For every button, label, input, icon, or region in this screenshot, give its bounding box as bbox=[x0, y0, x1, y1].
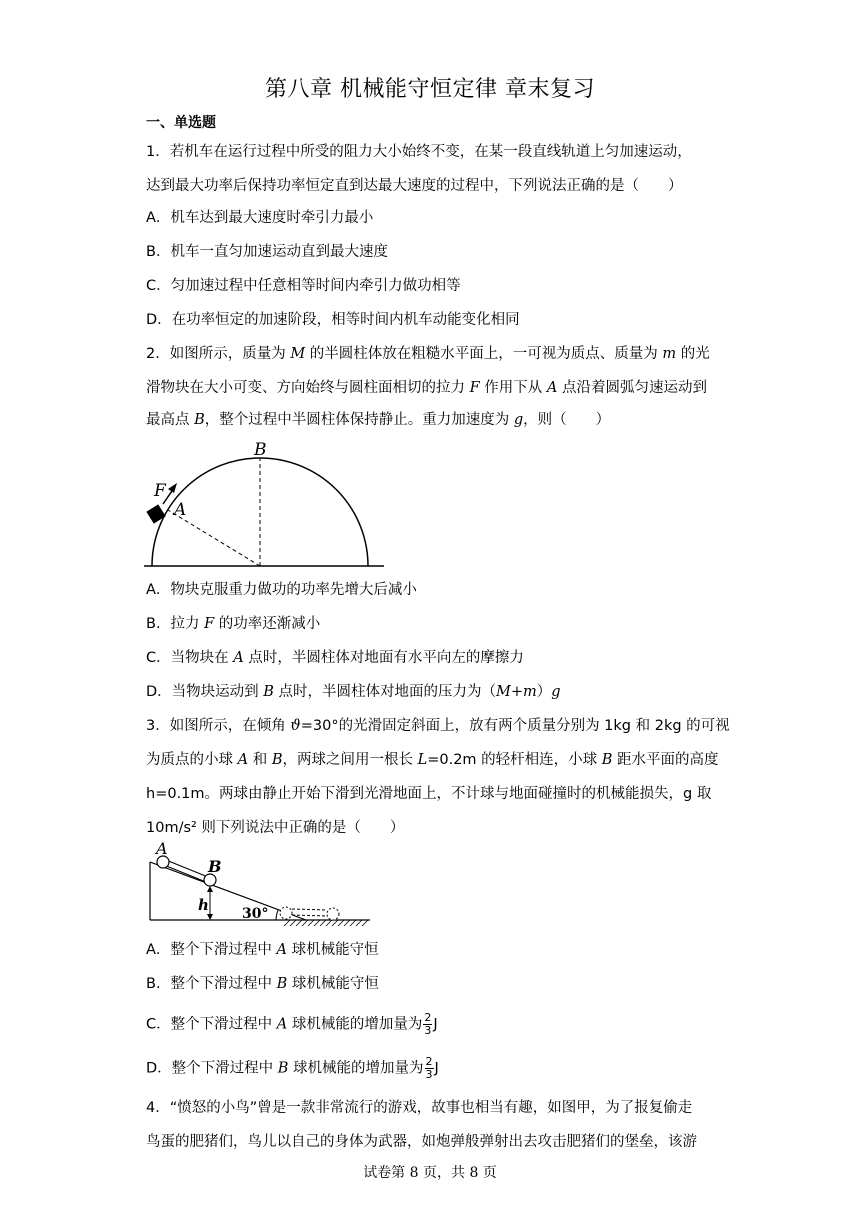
force-arrowhead bbox=[168, 483, 177, 493]
fraction-two-thirds: $\frac{2}{3}$ bbox=[425, 1055, 433, 1081]
label-a: A bbox=[156, 839, 168, 858]
label-a: A bbox=[174, 500, 187, 520]
rod-ground-upper bbox=[292, 909, 327, 910]
label-b: B bbox=[254, 440, 267, 460]
rod-ground-lower bbox=[292, 915, 327, 916]
semicircle-figure bbox=[140, 438, 390, 570]
q2-option-a: A．物块克服重力做功的功率先增大后减小 bbox=[146, 582, 417, 598]
q4-stem-line1: 4．“愤怒的小鸟”曾是一款非常流行的游戏，故事也相当有趣，如图甲，为了报复偷走 bbox=[146, 1100, 693, 1116]
q2-stem-line1: 2．如图所示，质量为 M 的半圆柱体放在粗糙水平面上，一可视为质点、质量为 m 的光 bbox=[146, 346, 710, 362]
page-footer: 试卷第 8 页，共 8 页 bbox=[363, 1165, 497, 1181]
q1-stem-line1: 1．若机车在运行过程中所受的阻力大小始终不变，在某一段直线轨道上匀加速运动， bbox=[146, 144, 692, 160]
q3-option-b: B．整个下滑过程中 B 球机械能守恒 bbox=[146, 976, 379, 992]
q2-option-b: B．拉力 F 的功率还渐减小 bbox=[146, 616, 321, 632]
height-arrow-bottom bbox=[207, 914, 213, 920]
q3-stem-line3: h=0.1m。两球由静止开始下滑到光滑地面上，不计球与地面碰撞时的机械能损失，g 取 bbox=[146, 786, 712, 802]
q3-option-a: A．整个下滑过程中 A 球机械能守恒 bbox=[146, 942, 379, 958]
q1-option-d: D．在功率恒定的加速阶段，相等时间内机车动能变化相同 bbox=[146, 312, 520, 328]
angle-arc bbox=[276, 910, 278, 920]
label-b: B bbox=[208, 857, 222, 876]
q2-option-d: D．当物块运动到 B 点时，半圆柱体对地面的压力为（M+m）g bbox=[146, 684, 561, 700]
q2-stem-line3: 最高点 B，整个过程中半圆柱体保持静止。重力加速度为 g，则（ ） bbox=[146, 412, 611, 428]
q2-stem-line2: 滑物块在大小可变、方向始终与圆柱面相切的拉力 F 作用下从 A 点沿着圆弧匀速运动到 bbox=[146, 380, 707, 396]
fraction-two-thirds: $\frac{2}{3}$ bbox=[424, 1011, 432, 1037]
label-f: F bbox=[154, 481, 166, 501]
incline-figure bbox=[144, 838, 374, 930]
q1-option-a: A．机车达到最大速度时牵引力最小 bbox=[146, 210, 374, 226]
label-angle: 30° bbox=[242, 906, 269, 922]
q1-option-c: C．匀加速过程中任意相等时间内牵引力做功相等 bbox=[146, 278, 461, 294]
q3-option-d: D．整个下滑过程中 B 球机械能的增加量为 $\frac{2}{3}$ J bbox=[146, 1055, 439, 1081]
page-title: 第八章 机械能守恒定律 章末复习 bbox=[265, 77, 595, 102]
q1-stem-line2: 达到最大功率后保持功率恒定直到达最大速度的过程中，下列说法正确的是（ ） bbox=[146, 178, 683, 194]
q1-option-b: B．机车一直匀加速运动直到最大速度 bbox=[146, 244, 388, 260]
q3-stem-line4: 10m/s² 则下列说法中正确的是（ ） bbox=[146, 820, 405, 836]
q4-stem-line2: 鸟蛋的肥猪们，鸟儿以自己的身体为武器，如炮弹般弹射出去攻击肥猪们的堡垒，该游 bbox=[146, 1134, 697, 1150]
label-h: h bbox=[198, 896, 209, 914]
q3-stem-line2: 为质点的小球 A 和 B，两球之间用一根长 L=0.2m 的轻杆相连，小球 B 距水平面的高度 bbox=[146, 752, 719, 768]
height-arrow-top bbox=[207, 886, 213, 892]
ground-hatch bbox=[284, 920, 368, 926]
q3-stem-line1: 3．如图所示，在倾角 ϑ=30°的光滑固定斜面上，放有两个质量分别为 1kg 和 2kg 的可视 bbox=[146, 718, 730, 734]
q3-option-c: C．整个下滑过程中 A 球机械能的增加量为 $\frac{2}{3}$ J bbox=[146, 1011, 438, 1037]
section-heading: 一、单选题 bbox=[146, 115, 216, 131]
q2-option-c: C．当物块在 A 点时，半圆柱体对地面有水平向左的摩擦力 bbox=[146, 650, 524, 666]
ball-ground-1 bbox=[280, 907, 292, 919]
ball-ground-2 bbox=[327, 908, 339, 920]
